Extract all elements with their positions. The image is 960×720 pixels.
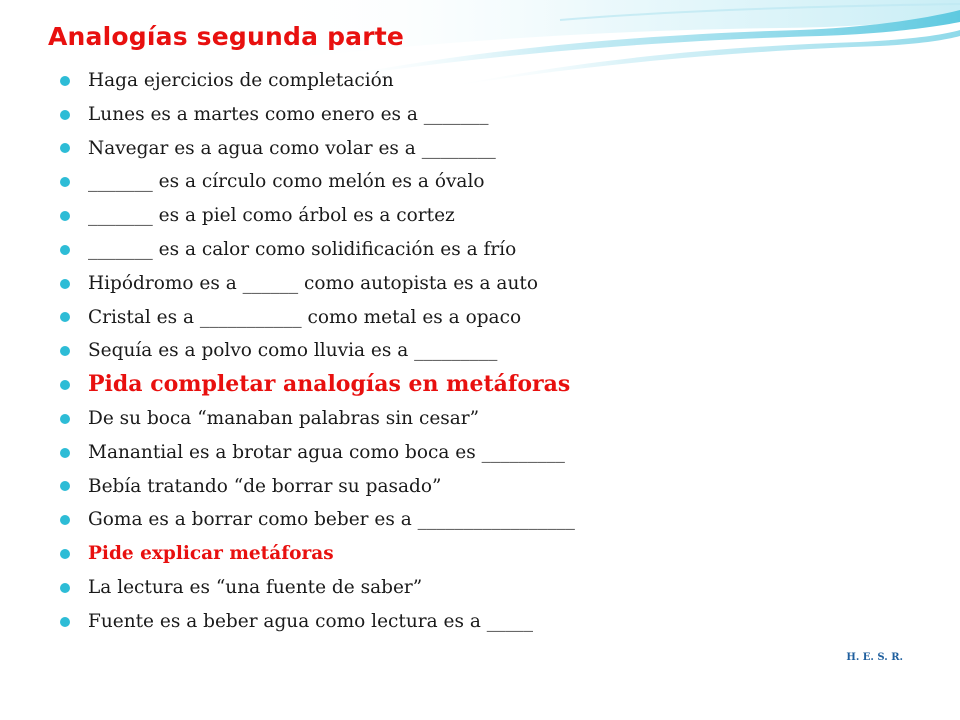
list-item-text: _______ es a calor como solidificación es a frío <box>88 238 517 260</box>
bullet-dot-icon <box>60 380 70 390</box>
list-item-text: Cristal es a ___________ como metal es a opaco <box>88 306 522 328</box>
list-item-text: _______ es a piel como árbol es a cortez <box>88 205 455 227</box>
bullet-dot-icon <box>60 515 70 525</box>
list-item-text: Sequía es a polvo como lluvia es a _________ <box>88 340 498 362</box>
list-item-text: Manantial es a brotar agua como boca es _________ <box>88 441 565 463</box>
list-item <box>60 334 920 368</box>
list-item-text: Goma es a borrar como beber es a _________________ <box>88 509 575 531</box>
bullet-dot-icon <box>60 414 70 424</box>
bullet-dot-icon <box>60 177 70 187</box>
list-item-text: Pide explicar metáforas <box>88 543 334 565</box>
list-item <box>60 301 920 335</box>
slide-title: Analogías segunda parte <box>48 22 405 51</box>
list-item <box>60 165 920 199</box>
bullet-list <box>60 64 920 639</box>
bullet-dot-icon <box>60 481 70 491</box>
list-item-highlight <box>60 537 920 571</box>
bullet-dot-icon <box>60 346 70 356</box>
list-item-text: _______ es a círculo como melón es a óvalo <box>88 171 485 193</box>
list-item <box>60 605 920 639</box>
list-item-text: La lectura es “una fuente de saber” <box>88 576 423 598</box>
list-item <box>60 64 920 98</box>
bullet-dot-icon <box>60 549 70 559</box>
list-item-text: Haga ejercicios de completación <box>88 70 394 91</box>
list-item-text: Hipódromo es a ______ como autopista es a auto <box>88 272 538 294</box>
list-item-text: De su boca “manaban palabras sin cesar” <box>88 407 480 429</box>
bullet-dot-icon <box>60 245 70 255</box>
bullet-dot-icon <box>60 279 70 289</box>
list-item <box>60 402 920 436</box>
list-item <box>60 233 920 267</box>
list-item <box>60 571 920 605</box>
bullet-dot-icon <box>60 76 70 86</box>
list-item <box>60 436 920 470</box>
list-item-text: Navegar es a agua como volar es a ________ <box>88 137 496 159</box>
list-item <box>60 98 920 132</box>
bullet-dot-icon <box>60 617 70 627</box>
bullet-dot-icon <box>60 448 70 458</box>
bullet-dot-icon <box>60 110 70 120</box>
list-item <box>60 503 920 537</box>
list-item <box>60 470 920 504</box>
list-item <box>60 132 920 166</box>
bullet-dot-icon <box>60 312 70 322</box>
bullet-dot-icon <box>60 143 70 153</box>
list-item-text: Fuente es a beber agua como lectura es a _____ <box>88 610 533 632</box>
bullet-dot-icon <box>60 583 70 593</box>
list-item <box>60 199 920 233</box>
bullet-dot-icon <box>60 211 70 221</box>
list-item-highlight <box>60 368 920 402</box>
list-item-text: Bebía tratando “de borrar su pasado” <box>88 475 442 497</box>
author-signature: H. E. S. R. <box>846 652 903 663</box>
list-item <box>60 267 920 301</box>
list-item-text: Pida completar analogías en metáforas <box>88 371 571 398</box>
list-item-text: Lunes es a martes como enero es a _______ <box>88 103 489 125</box>
